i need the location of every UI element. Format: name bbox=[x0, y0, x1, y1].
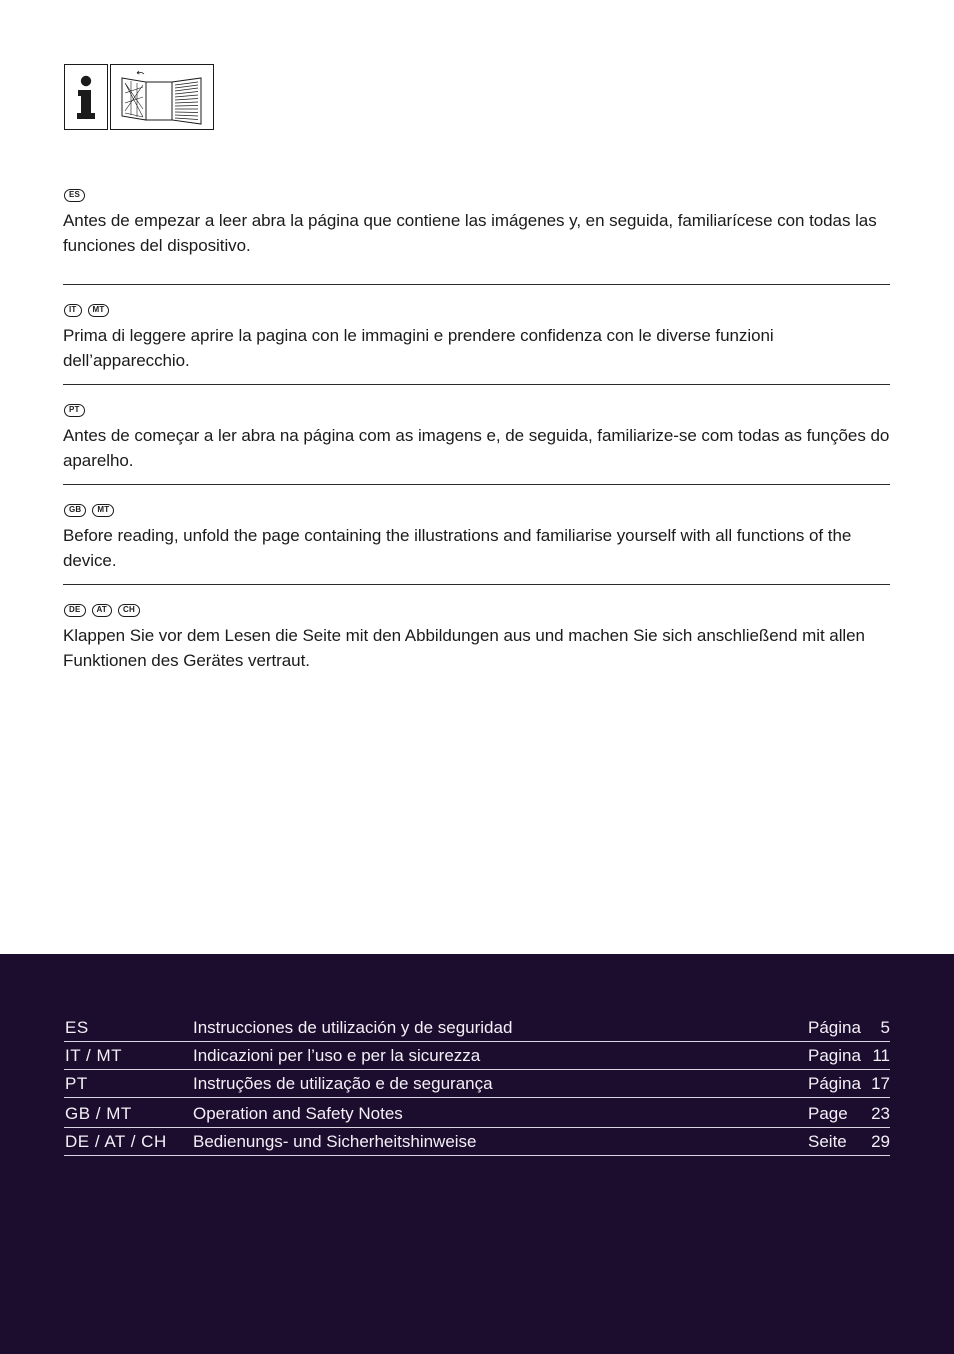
toc-page-number: 29 bbox=[871, 1132, 890, 1151]
note-text: Before reading, unfold the page containing the illustrations and familiarise yourself with all functions of the device. bbox=[63, 526, 852, 570]
note-pt bbox=[63, 385, 890, 485]
note-gb-mt bbox=[63, 485, 890, 585]
country-badge-it: IT bbox=[64, 304, 82, 317]
toc-row-gb-mt[interactable] bbox=[64, 1098, 890, 1128]
toc-title: Indicazioni per l’uso e per la sicurezza bbox=[193, 1046, 481, 1065]
toc-title: Bedienungs- und Sicherheitshinweise bbox=[193, 1132, 477, 1151]
toc-row-it-mt[interactable] bbox=[64, 1042, 890, 1070]
toc-title: Operation and Safety Notes bbox=[193, 1104, 403, 1123]
toc-page-label: Page bbox=[808, 1104, 848, 1123]
note-text: Klappen Sie vor dem Lesen die Seite mit den Abbildungen aus und machen Sie sich anschließend mit allen Funktionen des Gerätes vertraut. bbox=[63, 626, 865, 670]
toc-page-label: Pagina bbox=[808, 1046, 861, 1065]
country-badge-gb: GB bbox=[64, 504, 86, 517]
toc-title: Instruções de utilização e de segurança bbox=[193, 1074, 493, 1093]
table-of-contents bbox=[64, 1014, 890, 1156]
country-badge-ch: CH bbox=[118, 604, 140, 617]
contents-footer bbox=[0, 954, 954, 1354]
toc-page-number: 5 bbox=[880, 1018, 890, 1037]
toc-page-number: 23 bbox=[871, 1104, 890, 1123]
note-de-at-ch bbox=[63, 585, 890, 685]
toc-language: ES bbox=[65, 1018, 89, 1037]
toc-page-label: Página bbox=[808, 1018, 861, 1037]
unfold-page-icon bbox=[110, 64, 214, 130]
country-badge-mt: MT bbox=[92, 504, 114, 517]
toc-title: Instrucciones de utilización y de seguridad bbox=[193, 1018, 513, 1037]
toc-language: IT / MT bbox=[65, 1046, 123, 1065]
country-badges bbox=[64, 401, 890, 419]
info-icons bbox=[64, 64, 214, 130]
toc-row-de-at-ch[interactable] bbox=[64, 1128, 890, 1156]
note-es bbox=[63, 185, 890, 285]
language-notes bbox=[63, 185, 890, 685]
country-badges bbox=[64, 186, 890, 204]
note-text: Antes de empezar a leer abra la página que contiene las imágenes y, en seguida, familiarícese con todas las funciones del dispositivo. bbox=[63, 211, 877, 255]
country-badge-mt: MT bbox=[88, 304, 110, 317]
country-badges bbox=[64, 301, 890, 319]
country-badge-at: AT bbox=[92, 604, 112, 617]
country-badges bbox=[64, 601, 890, 619]
toc-language: GB / MT bbox=[65, 1104, 132, 1123]
note-text: Prima di leggere aprire la pagina con le immagini e prendere confidenza con le diverse funzioni dell’apparecchio. bbox=[63, 326, 774, 370]
country-badges bbox=[64, 501, 890, 519]
country-badge-de: DE bbox=[64, 604, 86, 617]
info-icon bbox=[64, 64, 108, 130]
note-it-mt bbox=[63, 285, 890, 385]
toc-language: DE / AT / CH bbox=[65, 1132, 167, 1151]
toc-row-es[interactable] bbox=[64, 1014, 890, 1042]
country-badge-es: ES bbox=[64, 189, 85, 202]
toc-row-pt[interactable] bbox=[64, 1070, 890, 1098]
toc-page-label: Página bbox=[808, 1074, 861, 1093]
toc-page-number: 11 bbox=[872, 1046, 890, 1065]
country-badge-pt: PT bbox=[64, 404, 85, 417]
toc-language: PT bbox=[65, 1074, 88, 1093]
toc-page-number: 17 bbox=[871, 1074, 890, 1093]
note-text: Antes de começar a ler abra na página com as imagens e, de seguida, familiarize-se com todas as funções do aparelho. bbox=[63, 426, 890, 470]
toc-page-label: Seite bbox=[808, 1132, 847, 1151]
